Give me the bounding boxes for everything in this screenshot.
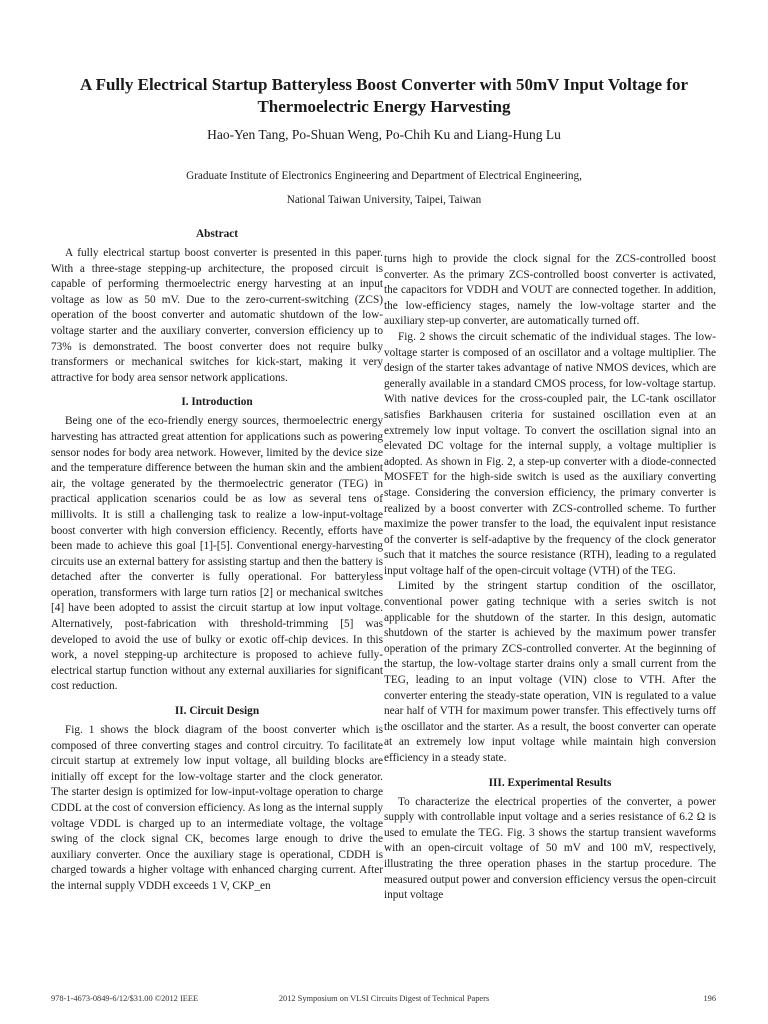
design-heading: II. Circuit Design xyxy=(174,705,260,718)
design-text: Fig. 1 shows the block diagram of the boost converter which is composed of three converting stages and control circuitry. To facilitate circuit startup at extremely low input voltage, all building blocks are initially off except for the low-voltage starter and the clock generator. The starter design is optimized for low-input-voltage operation to charge CDDL at the cost of conversion efficiency. As long as the internal supply voltage VDDL is charged up to an intermediate voltage, the voltage swing of the clock signal CK, becomes large enough to drive the auxiliary converter. Once the auxiliary stage is operational, CDDH is charged towards a higher voltage with enhanced charging current. After the internal supply VDDH exceeds 1 V, CKP_en xyxy=(51,724,383,892)
footer-isbn: 978-1-4673-0849-6/12/$31.00 ©2012 IEEE xyxy=(51,994,199,1003)
title-line-2: Thermoelectric Energy Harvesting xyxy=(257,97,511,116)
paper-title xyxy=(40,74,728,118)
design-text-continued: turns high to provide the clock signal for the ZCS-controlled boost converter. As the primary ZCS-controlled boost converter is activated, the capacitors for VDDH and VOUT are connected together. In addition, the low-efficiency stages, namely the low-voltage starter and the auxiliary step-up converter, are automatically turned off. xyxy=(384,253,716,328)
results-heading: III. Experimental Results xyxy=(488,776,612,789)
design-paragraph-3: Limited by the stringent startup condition of the oscillator, conventional power gating technique with a series switch is not applicable for the shutdown of the starter. In this design, automatic shutdown of the starter is achieved by the maximum power transfer operation of the primary ZCS-controlled converter. At the beginning of the startup, the low-voltage starter drains only a small current from the TEG, leading to an input voltage (VIN) close to VTH. After the converter entering the steady-state operation, VIN is regulated to a value near half of VTH for maximum power transfer. This effectively turns off the oscillator and the starter. As a result, the boost converter can operate at an extremely low input voltage while maintain high conversion efficiency in a steady state. xyxy=(384,580,716,764)
authors: Hao-Yen Tang, Po-Shuan Weng, Po-Chih Ku and Liang-Hung Lu xyxy=(207,127,561,142)
results-text: To characterize the electrical properties of the converter, a power supply with controllable input voltage and a series resistance of 6.2 Ω is used to emulate the TEG. Fig. 3 shows the startup transient waveforms with an open-circuit voltage of 50 mV and 100 mV, respectively, illustrating the three operation phases in the startup procedure. The measured output power and conversion efficiency versus the open-circuit input voltage xyxy=(384,795,716,902)
affiliation xyxy=(40,164,728,212)
page-number: 196 xyxy=(703,994,716,1003)
footer-venue: 2012 Symposium on VLSI Circuits Digest of Technical Papers xyxy=(278,994,490,1003)
right-column xyxy=(384,252,716,904)
affiliation-line-2: National Taiwan University, Taipei, Taiwan xyxy=(286,194,482,206)
left-column xyxy=(51,226,383,895)
intro-text: Being one of the eco-friendly energy sources, thermoelectric energy harvesting has attracted great attention for applications such as powering sensor nodes for body area network. However, limited by the device size and the temperature difference between the human skin and the ambient air, the voltage generated by the thermoelectric generator (TEG) in practical application scenarios could be as low as several tens of millivolts. It is still a challenging task to realize a low-input-voltage boost converter with high conversion efficiency. Recently, efforts have been made to achieve this goal [1]-[5]. Conventional energy-harvesting circuits use an external battery for assisting startup and then the battery is detached after the converter is fully operational. For batteryless operation, transformers with large turn ratios [2] or mechanical switches [4] have been adopted to assist the circuit startup at low input voltage. Alternatively, post-fabrication with threshold-trimming [5] was developed to avoid the use of bulky or exotic off-chip devices. In this work, a novel stepping-up architecture is proposed to achieve fully-electrical startup function without any external auxiliaries for significant cost reduction. xyxy=(51,415,383,693)
abstract-text: A fully electrical startup boost converter is presented in this paper. With a three-stage stepping-up architecture, the proposed circuit is capable of performing thermoelectric energy harvesting at an input voltage as low as 50 mV. Due to the zero-current-switching (ZCS) operation of the boost converter and automatic shutdown of the low-voltage starter and the auxiliary converter, conversion efficiency up to 73% is demonstrated. The boost converter does not require bulky transformers or mechanical switches for kick-start, making it very attractive for body area sensor network applications. xyxy=(51,247,383,384)
title-line-1: A Fully Electrical Startup Batteryless Boost Converter with 50mV Input Voltage for xyxy=(79,75,689,94)
intro-heading: I. Introduction xyxy=(181,396,253,409)
affiliation-line-1: Graduate Institute of Electronics Engineering and Department of Electrical Engineering, xyxy=(186,170,582,182)
abstract-heading: Abstract xyxy=(195,228,239,240)
design-paragraph-2: Fig. 2 shows the circuit schematic of the individual stages. The low-voltage starter is composed of an oscillator and a voltage multiplier. The design of the starter takes advantage of native NMOS devices, which are generally available in a standard CMOS process, for low-voltage startup. With native devices for the cross-coupled pair, the LC-tank oscillator satisfies Barkhausen criteria for sustained oscillation even at an extremely low input voltage. To convert the oscillation signal into an elevated DC voltage for the internal supply, a voltage multiplier is adopted. As shown in Fig. 2, a step-up converter with a diode-connected MOSFET for the high-side switch is used as the auxiliary converting stage. Considering the conversion efficiency, the primary converter is realized by a boost converter with ZCS-controlled scheme. To further maximize the power transfer to the load, the equivalent input resistance of the converter is self-adaptive by the frequency of the clock generator such that it matches the source resistance (RTH), leading to a regulated input voltage half of the open-circuit voltage (VTH) of the TEG. xyxy=(384,330,716,577)
